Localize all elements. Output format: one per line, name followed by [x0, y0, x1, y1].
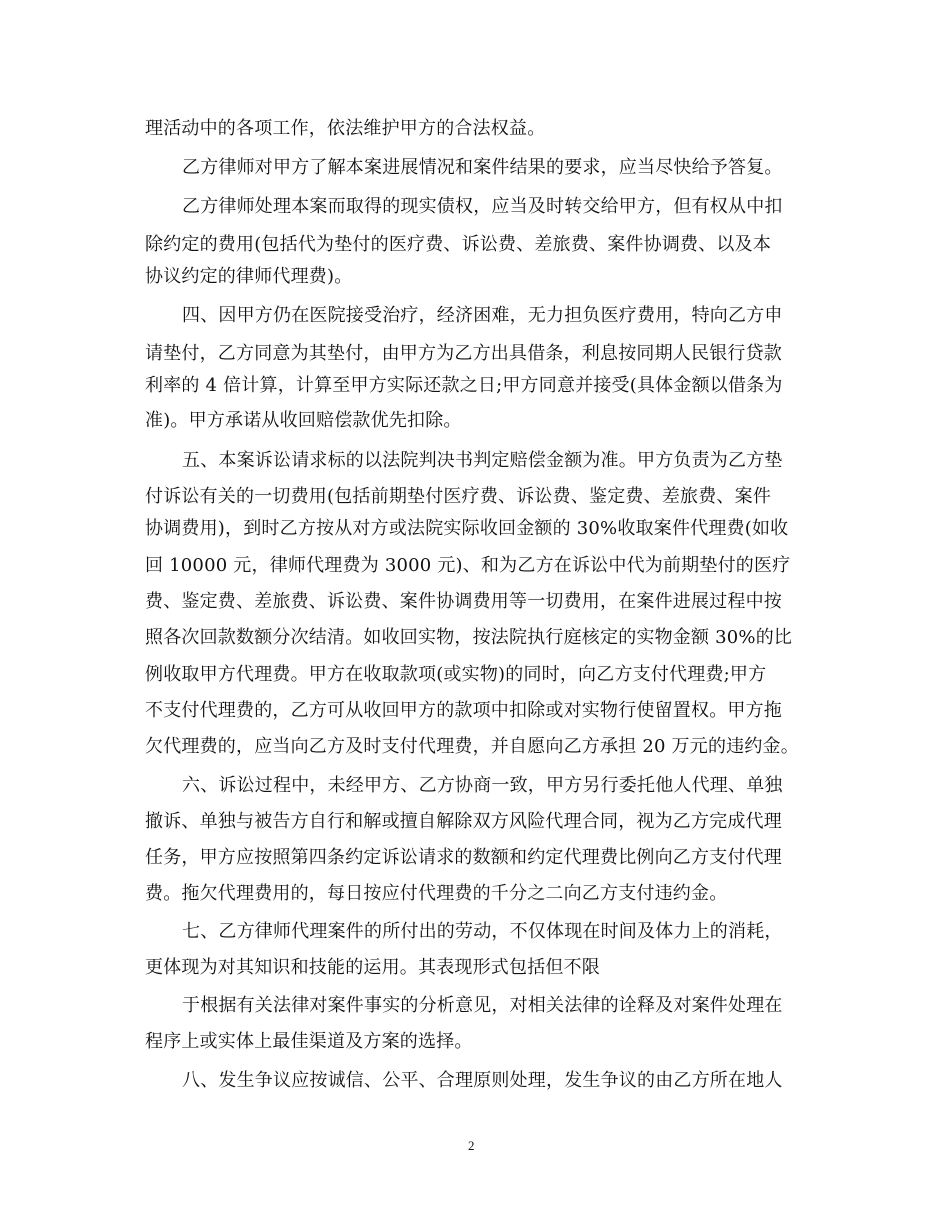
text-line-14: 费、鉴定费、差旅费、诉讼费、案件协调费用等一切费用，在案件进展过程中按 [145, 591, 782, 612]
text-line-25: 于根据有关法律对案件事实的分析意见，对相关法律的诠释及对案件处理在 [182, 995, 783, 1016]
page-number: 2 [468, 1138, 475, 1153]
text-line-27: 八、发生争议应按诚信、公平、合理原则处理，发生争议的由乙方所在地人 [182, 1070, 783, 1091]
text-line-3: 乙方律师处理本案而取得的现实债权，应当及时转交给甲方，但有权从中扣 [182, 196, 783, 217]
text-line-5: 协议约定的律师代理费)。 [145, 266, 353, 287]
text-line-6: 四、因甲方仍在医院接受治疗，经济困难，无力担负医疗费用，特向乙方申 [182, 305, 783, 326]
text-line-16: 例收取甲方代理费。甲方在收取款项(或实物)的同时，向乙方支付代理费;甲方 [145, 664, 767, 685]
text-line-10: 五、本案诉讼请求标的以法院判决书判定赔偿金额为准。甲方负责为乙方垫 [182, 450, 783, 471]
text-line-23: 七、乙方律师代理案件的所付出的劳动，不仅体现在时间及体力上的消耗， [182, 921, 783, 942]
text-line-1: 理活动中的各项工作，依法维护甲方的合法权益。 [145, 118, 546, 139]
text-line-11: 付诉讼有关的一切费用(包括前期垫付医疗费、诉讼费、鉴定费、差旅费、案件 [145, 486, 772, 507]
text-line-22: 费。拖欠代理费用的，每日按应付代理费的千分之二向乙方支付违约金。 [145, 883, 728, 904]
text-line-15: 照各次回款数额分次结清。如收回实物，按法院执行庭核定的实物金额 30%的比 [145, 627, 793, 648]
text-line-12: 协调费用)，到时乙方按从对方或法院实际收回金额的 30%收取案件代理费(如收 [145, 518, 789, 539]
text-line-13: 回 10000 元，律师代理费为 3000 元)、和为乙方在诉讼中代为前期垫付的医疗 [145, 555, 791, 576]
text-line-4: 除约定的费用(包括代为垫付的医疗费、诉讼费、差旅费、案件协调费、以及本 [145, 234, 772, 255]
text-line-18: 欠代理费的，应当向乙方及时支付代理费，并自愿向乙方承担 20 万元的违约金。 [145, 736, 799, 757]
text-line-2: 乙方律师对甲方了解本案进展情况和案件结果的要求，应当尽快给予答复。 [182, 157, 783, 178]
text-line-7: 请垫付，乙方同意为其垫付，由甲方为乙方出具借条，利息按同期人民银行贷款 [145, 343, 782, 364]
text-line-21: 任务，甲方应按照第四条约定诉讼请求的数额和约定代理费比例向乙方支付代理 [145, 847, 782, 868]
text-line-24: 更体现为对其知识和技能的运用。其表现形式包括但不限 [145, 957, 600, 978]
text-line-26: 程序上或实体上最佳渠道及方案的选择。 [145, 1031, 473, 1052]
text-line-20: 撤诉、单独与被告方自行和解或擅自解除双方风险代理合同，视为乙方完成代理 [145, 811, 782, 832]
text-line-17: 不支付代理费的，乙方可从收回甲方的款项中扣除或对实物行使留置权。甲方拖 [145, 700, 782, 721]
text-line-19: 六、诉讼过程中，未经甲方、乙方协商一致，甲方另行委托他人代理、单独 [182, 775, 783, 796]
text-line-9: 准)。甲方承诺从收回赔偿款优先扣除。 [145, 410, 462, 431]
text-line-8: 利率的 4 倍计算，计算至甲方实际还款之日;甲方同意并接受(具体金额以借条为 [145, 375, 783, 396]
